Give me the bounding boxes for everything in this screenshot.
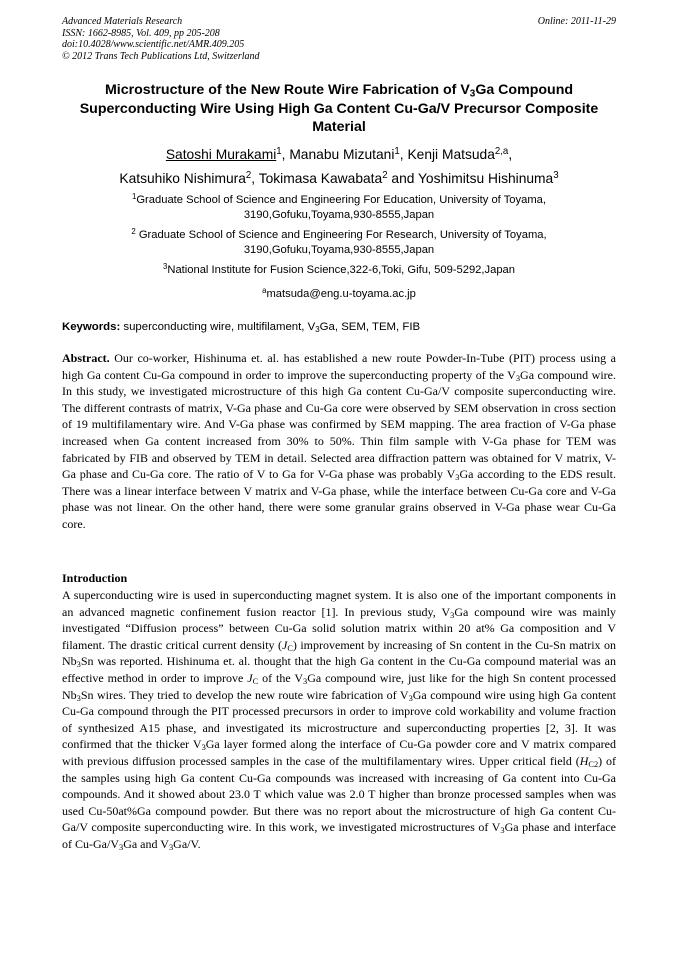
author-list: Satoshi Murakami$^1$, Manabu Mizutani$^1$, Kenji Matsuda$^{2,a}$, Katsuhiko Nishimura$^2$, Tokimasa Kawabata$^2$ and Yoshimitsu Hishinuma$^3$ bbox=[119, 146, 559, 186]
online-date: Online: 2011-11-29 bbox=[537, 16, 616, 27]
affiliation-1: $^1$Graduate School of Science and Engineering For Education, University of Toyama, 3190,Gofuku,Toyama,930-8555,Japan bbox=[132, 192, 546, 221]
keywords-label: Keywords: bbox=[62, 321, 121, 333]
abstract-label: Abstract. bbox=[62, 351, 110, 365]
author-name: Kenji Matsuda bbox=[407, 147, 495, 162]
affiliation-3: $^3$National Institute for Fusion Science,322-6,Toki, Gifu, 509-5292,Japan bbox=[163, 262, 515, 276]
journal-copyright: © 2012 Trans Tech Publications Ltd, Switzerland bbox=[62, 50, 260, 62]
author-name: Satoshi Murakami bbox=[165, 147, 277, 162]
introduction-body: A superconducting wire is used in superconducting magnet system. It is also one of the important components in an advanced magnetic confinement fusion reactor [1]. In previous study, $V_3Ga$ compound wire was mainly investigated “Diffusion process” between Cu-Ga solid solution matrix within 20 at% Ga composition and V filament. The drastic critical current density $(J_C)$ improvement by increasing of Sn content in the Cu-Sn matrix on $Nb_3Sn$ was reported. Hishinuma et. al. thought that the high Ga content in the Cu-Ga compound material was an effective method in order to improve $J_C$ of the $V_3Ga$ compound wire, just like for the high Sn content processed $Nb_3Sn$ wires. They tried to develop the new route wire fabrication of $V_3Ga$ compound wire using high Ga content Cu-Ga compound through the PIT processed precursors in order to improve cold workability and volume fraction of synthesized A15 phase, and investigated its microstructure and superconducting properties [2, 3]. It was confirmed that the thicker $V_3Ga$ layer formed along the interface of Cu-Ga powder core and V matrix compared with previous diffusion processed samples in the case of the multifilamentary wires. Upper critical field $(H_{C2})$ of the samples using high Ga content Cu-Ga compounds was increased with increasing of Ga content into Cu-Ga compounds. And it showed about 23.0 T which value was 2.0 T higher than bronze processed samples when was used Cu-50at%Ga compound powder. But there was no report about the microstructure of high Ga content Cu-Ga/V composite superconducting wire. In this work, we investigated microstructures of $V_3Ga$ phase and interface of $Cu-Ga/V_3Ga$ and $V_3Ga/V$. bbox=[62, 588, 617, 852]
keywords: Keywords: superconducting wire, multifilament, $V_3Ga$, SEM, TEM, FIB bbox=[62, 321, 421, 334]
abstract: Abstract. Our co-worker, Hishinuma et. al. has established a new route Powder-In-Tube (PIT) process using a high Ga content Cu-Ga compound in order to improve the superconducting property of the $V_3Ga$ compound wire. In this study, we investigated microstructure of this high Ga content Cu-Ga/V composite superconducting wire. The different contrasts of matrix, V-Ga phase and Cu-Ga core were observed by SEM observation in cross section of 19 multifilamentary wire. And V-Ga phase was confirmed by SEM mapping. The area fraction of V-Ga phase increased when Ga content increased from 30% to 50%. Thin film sample with V-Ga phase for TEM was fabricated by FIB and observed by TEM in detail. Selected area diffraction pattern was obtained for V matrix, V-Ga phase and Cu-Ga core. The ratio of V to Ga for V-Ga phase was probably $V_3Ga$ according to the EDS result. There was a linear interface between V matrix and V-Ga phase, while the interface between Cu-Ga core and V-Ga phase was not linear. On the other hand, there were some granular grains observed in V-Ga phase wear Cu-Ga core. bbox=[62, 351, 617, 531]
contact-email: $^a$matsuda@eng.u-toyama.ac.jp bbox=[262, 286, 416, 300]
journal-issn: ISSN: 1662-8985, Vol. 409, pp 205-208 bbox=[62, 27, 220, 39]
author-name: Tokimasa Kawabata bbox=[258, 171, 383, 186]
journal-header bbox=[62, 16, 616, 62]
journal-doi: doi:10.4028/www.scientific.net/AMR.409.205 bbox=[62, 39, 245, 50]
affiliation-2: $^2$ Graduate School of Science and Engineering For Research, University of Toyama, 3190,Gofuku,Toyama,930-8555,Japan bbox=[131, 227, 547, 256]
journal-name: Advanced Materials Research bbox=[62, 16, 183, 27]
author-name: Yoshimitsu Hishinuma bbox=[418, 171, 554, 186]
introduction-heading: Introduction bbox=[62, 571, 128, 585]
author-name: Katsuhiko Nishimura bbox=[119, 171, 246, 186]
author-name: Manabu Mizutani bbox=[289, 147, 395, 162]
paper-title: Microstructure of the New Route Wire Fabrication of $V_3Ga$ Compound Superconducting Wire Using High Ga Content Cu-Ga/V Precursor Composite Material bbox=[79, 82, 599, 135]
